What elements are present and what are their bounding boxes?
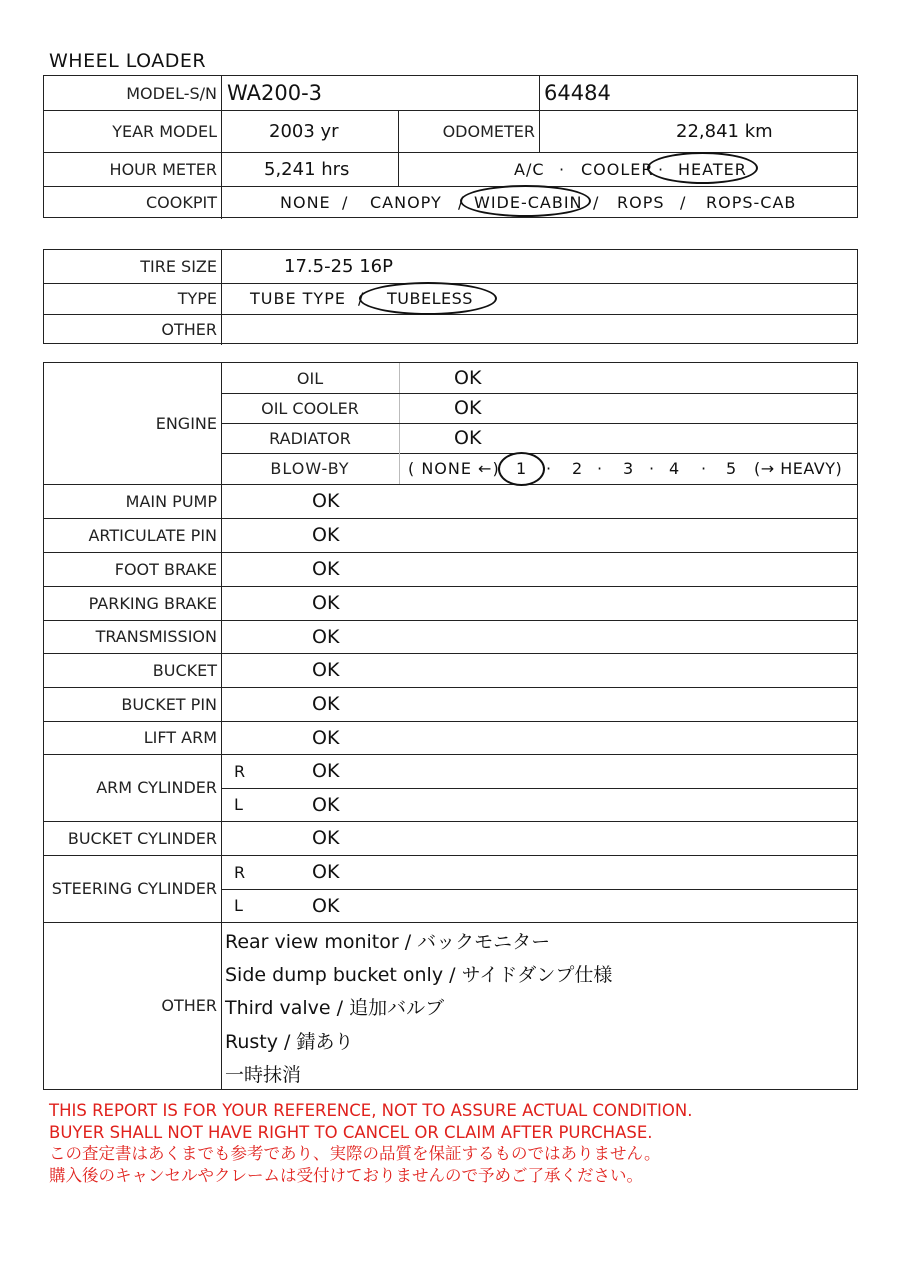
other-label: OTHER xyxy=(161,996,217,1015)
odometer-label: ODOMETER xyxy=(442,121,535,141)
tire-type-tubeless: TUBELESS xyxy=(387,289,473,308)
hour-row: HOUR METER 5,241 hrs A/C · COOLER · HEATER xyxy=(44,152,857,187)
year-row xyxy=(44,110,857,153)
disclaimer-line-1: THIS REPORT IS FOR YOUR REFERENCE, NOT TO ASSURE ACTUAL CONDITION. xyxy=(49,1101,693,1120)
articulate-pin-label: ARTICULATE PIN xyxy=(88,525,217,545)
tire-other-label: OTHER xyxy=(161,320,217,339)
tire-size-label: TIRE SIZE xyxy=(140,257,217,276)
steering-cylinder-l-value: OK xyxy=(312,894,340,917)
engine-label: ENGINE xyxy=(155,414,217,433)
cookpit-option-rops-cab: ROPS-CAB xyxy=(706,193,797,212)
model-value: WA200-3 xyxy=(227,81,323,105)
main-pump-value: OK xyxy=(312,490,340,512)
cookpit-option-wide-cabin: WIDE-CABIN xyxy=(474,193,583,212)
bucket-pin-value: OK xyxy=(312,693,340,715)
main-pump-label: MAIN PUMP xyxy=(125,491,217,511)
cookpit-option-none: NONE xyxy=(280,193,331,212)
lift-arm-label: LIFT ARM xyxy=(143,728,217,747)
engine-radiator-value: OK xyxy=(454,427,482,449)
tubeless-selected-circle xyxy=(359,282,497,315)
bucket-label: BUCKET xyxy=(152,660,217,680)
steering-cylinder-label: STEERING CYLINDER xyxy=(51,879,217,898)
parking-brake-label: PARKING BRAKE xyxy=(88,593,217,613)
disclaimer xyxy=(49,1100,692,1186)
other-note-3: Third valve / 追加バルブ xyxy=(225,997,445,1019)
wide-cabin-selected-circle xyxy=(460,185,591,217)
arm-cylinder-l-label: L xyxy=(234,795,244,814)
disclaimer-line-4: 購入後のキャンセルやクレームは受付けておりませんので予めご了承ください。 xyxy=(49,1165,643,1185)
steering-cylinder-l-label: L xyxy=(234,896,244,915)
disclaimer-line-2: BUYER SHALL NOT HAVE RIGHT TO CANCEL OR CLAIM AFTER PURCHASE. xyxy=(49,1122,653,1142)
heater-selected-circle xyxy=(647,152,758,184)
model-label: MODEL-S/N xyxy=(126,83,217,103)
model-row xyxy=(44,76,857,111)
foot-brake-label: FOOT BRAKE xyxy=(114,559,217,579)
year-value: 2003 yr xyxy=(269,120,339,142)
foot-brake-value: OK xyxy=(312,558,340,580)
year-label: YEAR MODEL xyxy=(112,121,217,141)
other-note-2: Side dump bucket only / サイドダンプ仕様 xyxy=(225,964,613,986)
blowby-5: 5 xyxy=(726,459,738,478)
blowby-1: 1 xyxy=(516,459,528,478)
engine-oil-label: OIL xyxy=(296,368,324,388)
inspection-table: ENGINE OIL OK OIL COOLER OK RADIATOR OK BLOW-BY ( NONE ←) 1 · 2 · 3 · 4 · 5 (→ HEAVY) MAIN PUMP OK ARTICULATE PIN OK FOOT BRAKE OK PARKING BRAKE OK TRANSMISSION OK BUCKET OK BUCKET PIN OK LIFT ARM OK ARM CYLINDER R OK L OK BUCKET CYLINDER OK STEERING CYLINDER R OK L OK OTHER Rear view monitor / バックモニター Side dump bucket only / サイドダンプ仕様 Third valve / 追加バルブ Rusty / 錆あり 一時抹消 xyxy=(43,362,858,1090)
other-note-5: 一時抹消 xyxy=(225,1064,302,1086)
tire-size-value: 17.5-25 16P xyxy=(284,256,393,277)
tire-type-tube: TUBE TYPE xyxy=(250,289,346,308)
blowby-heavy: (→ HEAVY) xyxy=(754,459,843,478)
bucket-cylinder-value: OK xyxy=(312,827,340,849)
arm-cylinder-r-value: OK xyxy=(312,760,340,782)
transmission-value: OK xyxy=(312,625,340,648)
tire-size-row xyxy=(44,250,857,284)
machine-info-table xyxy=(43,75,858,218)
bucket-value: OK xyxy=(312,659,340,681)
blowby-selected-circle xyxy=(498,452,545,486)
hour-label: HOUR METER xyxy=(109,159,217,179)
cookpit-label: COOKPIT xyxy=(146,193,217,212)
cookpit-row: COOKPIT NONE / CANOPY / WIDE-CABIN / ROPS / ROPS-CAB xyxy=(44,186,857,219)
ac-option-heater: HEATER xyxy=(678,159,747,179)
arm-cylinder-label: ARM CYLINDER xyxy=(96,778,217,797)
bucket-pin-label: BUCKET PIN xyxy=(121,694,217,714)
blowby-label: BLOW-BY xyxy=(270,459,350,478)
blowby-4: 4 xyxy=(669,459,681,478)
blowby-3: 3 xyxy=(623,459,635,478)
hours-value: 5,241 hrs xyxy=(264,158,350,180)
tire-other-row xyxy=(44,314,857,345)
steering-cylinder-r-label: R xyxy=(234,862,247,882)
other-note-4: Rusty / 錆あり xyxy=(225,1031,354,1053)
bucket-cylinder-label: BUCKET CYLINDER xyxy=(67,828,217,848)
blowby-2: 2 xyxy=(572,459,584,478)
cookpit-option-rops: ROPS xyxy=(617,193,665,212)
blowby-none: ( NONE ←) xyxy=(408,459,500,478)
arm-cylinder-r-label: R xyxy=(234,761,247,781)
page-title: WHEEL LOADER xyxy=(49,50,207,72)
tire-type-label: TYPE xyxy=(177,289,217,308)
transmission-label: TRANSMISSION xyxy=(95,627,217,646)
articulate-pin-value: OK xyxy=(312,524,340,546)
serial-value: 64484 xyxy=(544,81,611,105)
tire-type-row: TYPE TUBE TYPE / TUBELESS xyxy=(44,283,857,315)
engine-oil-cooler-label: OIL COOLER xyxy=(261,398,359,418)
lift-arm-value: OK xyxy=(312,726,340,749)
engine-oil-value: OK xyxy=(454,367,482,389)
engine-radiator-label: RADIATOR xyxy=(269,428,351,448)
other-note-1: Rear view monitor / バックモニター xyxy=(225,931,551,953)
arm-cylinder-l-value: OK xyxy=(312,793,340,816)
ac-option-ac: A/C xyxy=(514,159,545,179)
odometer-value: 22,841 km xyxy=(676,120,773,142)
parking-brake-value: OK xyxy=(312,592,340,614)
disclaimer-line-3: この査定書はあくまでも参考であり、実際の品質を保証するものではありません。 xyxy=(49,1144,661,1163)
steering-cylinder-r-value: OK xyxy=(312,861,340,883)
cookpit-option-canopy: CANOPY xyxy=(370,193,442,212)
engine-oil-cooler-value: OK xyxy=(454,397,482,419)
ac-option-cooler: COOLER xyxy=(581,159,654,179)
